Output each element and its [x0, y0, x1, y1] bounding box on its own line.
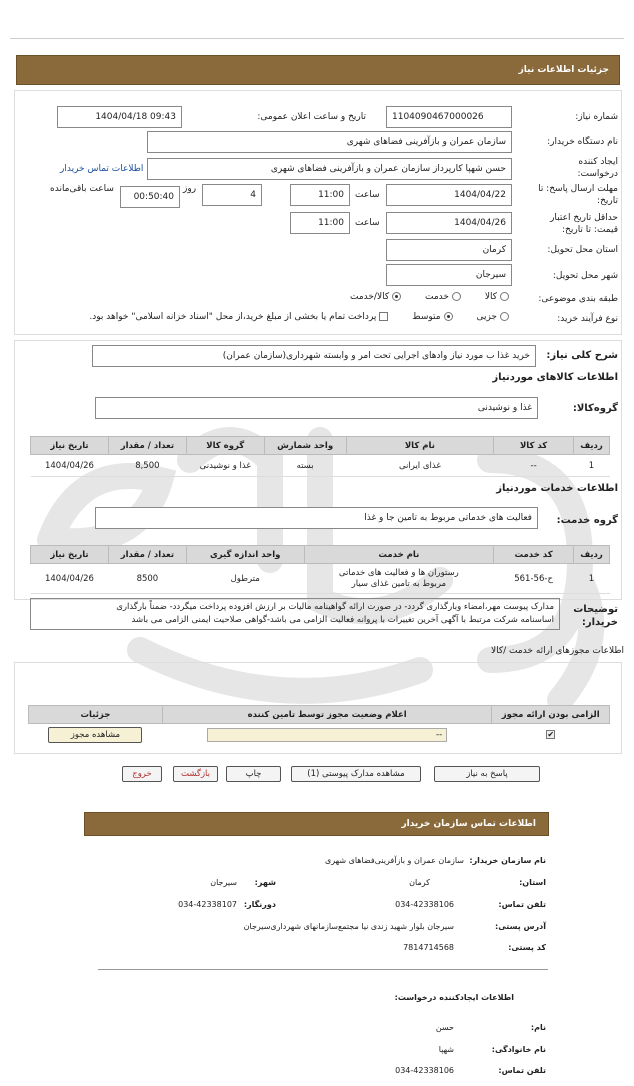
creator-first-label: نام:: [530, 1023, 546, 1032]
contact-fax-label: دورنگار:: [243, 900, 276, 909]
goods-section-title: اطلاعات کالاهای موردنیاز: [492, 372, 618, 383]
buyer-label: نام دستگاه خریدار:: [547, 137, 618, 147]
buyer-field: سازمان عمران و بازآفرینی فضاهای شهری: [147, 131, 512, 153]
top-divider: [10, 38, 624, 39]
creator-last-label: نام خانوادگی:: [491, 1045, 546, 1054]
services-section-title: اطلاعات خدمات موردنیاز: [496, 483, 618, 494]
view-permit-button[interactable]: مشاهده مجوز: [48, 727, 142, 743]
creator-info-title: اطلاعات ایجادکننده درخواست:: [394, 993, 514, 1002]
deadline-label: مهلت ارسال پاسخ: تا تاریخ:: [538, 184, 618, 206]
summary-label: شرح کلی نیاز:: [546, 350, 618, 361]
reply-button[interactable]: پاسخ به نیاز: [434, 766, 540, 782]
creator-field: حسن شهپا کارپرداز سازمان عمران و بازآفرینی فضاهای شهری: [147, 158, 512, 180]
contact-address-label: آدرس پستی:: [495, 922, 546, 931]
contact-title-bar: [84, 812, 549, 836]
contact-postal-label: کد پستی:: [508, 943, 546, 952]
category-service-radio[interactable]: [452, 292, 461, 301]
goods-header: گروه کالا: [186, 437, 264, 455]
contact-fax: 034-42338107: [178, 900, 237, 909]
permits-table: [28, 705, 610, 746]
price-validity-label: حداقل تاریخ اعتبار قیمت: تا تاریخ:: [550, 213, 618, 235]
goods-header: ردیف: [574, 437, 610, 455]
contact-city: سیرجان: [210, 878, 237, 887]
goods-header: واحد شمارش: [264, 437, 346, 455]
contact-buyer-link[interactable]: اطلاعات تماس خریدار: [60, 164, 144, 174]
services-header: واحد اندازه گیری: [186, 546, 304, 564]
treasury-checkbox[interactable]: [379, 312, 388, 321]
exit-button[interactable]: خروج: [122, 766, 162, 782]
creator-phone-label: تلفن تماس:: [498, 1066, 546, 1075]
goods-header: کد کالا: [494, 437, 574, 455]
services-header: ردیف: [574, 546, 610, 564]
announce-field: 1404/04/18 09:43: [57, 106, 182, 128]
view-docs-button[interactable]: مشاهده مدارک پیوستی (1): [291, 766, 421, 782]
deadline-time-label: ساعت: [355, 190, 380, 200]
deadline-date-field: 1404/04/22: [386, 184, 512, 206]
price-time-label: ساعت: [355, 218, 380, 228]
contact-title: اطلاعات تماس سازمان خریدار: [401, 819, 536, 829]
process-label: نوع فرآیند خرید:: [557, 314, 618, 324]
remaining-label: ساعت باقی‌مانده: [50, 184, 114, 194]
contact-divider: [98, 969, 548, 970]
city-field: سیرجان: [386, 264, 512, 286]
goods-group-label: گروه‌کالا:: [572, 403, 618, 414]
city-label: شهر محل تحویل:: [552, 271, 618, 281]
services-group-label: گروه خدمت:: [556, 515, 618, 526]
contact-org-label: نام سازمان خریدار:: [469, 856, 546, 865]
permit-required-checkbox: ✔: [547, 729, 555, 739]
permit-status-field: --: [207, 728, 447, 742]
goods-group-field: غذا و نوشیدنی: [95, 397, 538, 419]
category-goods-radio[interactable]: [500, 292, 509, 301]
creator-last: شهپا: [438, 1045, 454, 1054]
goods-header: نام کالا: [346, 437, 494, 455]
back-button[interactable]: بازگشت: [173, 766, 218, 782]
permits-title: اطلاعات مجوزهای ارائه خدمت /کالا: [490, 646, 624, 656]
table-row: 1 -- غذای ایرانی بسته غذا و نوشیدنی 8,500 1404/04/26: [31, 455, 610, 477]
creator-first: حسن: [435, 1023, 454, 1032]
permits-header: جزئیات: [29, 706, 163, 724]
process-options: جزیی متوسط پرداخت تمام یا بخشی از مبلغ خرید،از محل "اسناد خزانه اسلامی" خواهد بود.: [89, 312, 512, 322]
category-options: کالا خدمت کالا/خدمت: [350, 292, 512, 302]
table-row: [29, 724, 610, 746]
creator-phone: 034-42338106: [395, 1066, 454, 1075]
days-label: روز: [183, 184, 197, 194]
goods-header: تاریخ نیاز: [31, 437, 109, 455]
services-header: نام خدمت: [304, 546, 494, 564]
need-no-label: شماره نیاز:: [575, 112, 618, 122]
announce-label: تاریخ و ساعت اعلان عمومی:: [257, 112, 366, 122]
contact-org: سازمان عمران و بازآفرینی‌فضاهای شهری: [324, 856, 464, 865]
province-label: استان محل تحویل:: [547, 245, 618, 255]
page-title-bar: [16, 55, 620, 85]
price-date-field: 1404/04/26: [386, 212, 512, 234]
table-row: 1 ح-56-561 رستوران ها و فعالیت های خدماتی مربوط به تامین غذای سیار مترطول 8500 1404/04/26: [31, 564, 610, 594]
services-header: کد خدمت: [494, 546, 574, 564]
contact-phone: 034-42338106: [395, 900, 454, 909]
deadline-time-field: 11:00: [290, 184, 350, 206]
remaining-time-field: 00:50:40: [120, 186, 180, 208]
services-header: تعداد / مقدار: [108, 546, 186, 564]
treasury-note: پرداخت تمام یا بخشی از مبلغ خرید،از محل "اسناد خزانه اسلامی" خواهد بود.: [89, 312, 377, 322]
services-group-field: فعالیت های خدماتی مربوط به تامین جا و غذا: [95, 507, 538, 529]
days-field: 4: [202, 184, 262, 206]
price-time-field: 11:00: [290, 212, 350, 234]
page-title: جزئیات اطلاعات نیاز: [518, 65, 609, 75]
contact-city-label: شهر:: [254, 878, 276, 887]
need-no-field: 1104090467000026: [386, 106, 512, 128]
goods-header: تعداد / مقدار: [108, 437, 186, 455]
process-partial-radio[interactable]: [500, 312, 509, 321]
contact-postal: 7814714568: [403, 943, 454, 952]
notes-label: توضیحات خریدار:: [573, 604, 618, 628]
summary-field: خرید غذا ب مورد نیاز وادهای اجرایی تحت امر و وابسته شهرداری(سازمان عمران): [92, 345, 536, 367]
permits-header: اعلام وضعیت مجوز توسط تامین کننده: [162, 706, 492, 724]
creator-label: ایجاد کننده درخواست:: [577, 157, 618, 179]
category-label: طبقه بندی موضوعی:: [538, 294, 618, 304]
contact-province-label: استان:: [519, 878, 546, 887]
contact-province: کرمان: [409, 878, 430, 887]
contact-phone-label: تلفن تماس:: [498, 900, 546, 909]
services-table: [30, 545, 610, 594]
permits-header: الزامی بودن ارائه مجوز: [492, 706, 610, 724]
services-header: تاریخ نیاز: [31, 546, 109, 564]
process-medium-radio[interactable]: [444, 312, 453, 321]
category-both-radio[interactable]: [392, 292, 401, 301]
goods-table: [30, 436, 610, 477]
print-button[interactable]: چاپ: [226, 766, 281, 782]
contact-address: سیرجان بلوار شهید زندی نیا مجتمع‌سازمانهای شهرداری‌سیرجان: [243, 922, 454, 931]
notes-box: مدارک پیوست مهر،امضاء وبارگذاری گردد- در صورت ارائه گواهینامه مالیات بر ارزش افزوده پرداخت میگردد- ضمناً بارگذاری اساسنامه شرکت مرتبط با آگهی آخرین تغییرات با پروانه فعالیت الزامی می باشد-گواهی صلاحیت ایمنی الزامی می باشد: [30, 598, 560, 630]
province-field: کرمان: [386, 239, 512, 261]
